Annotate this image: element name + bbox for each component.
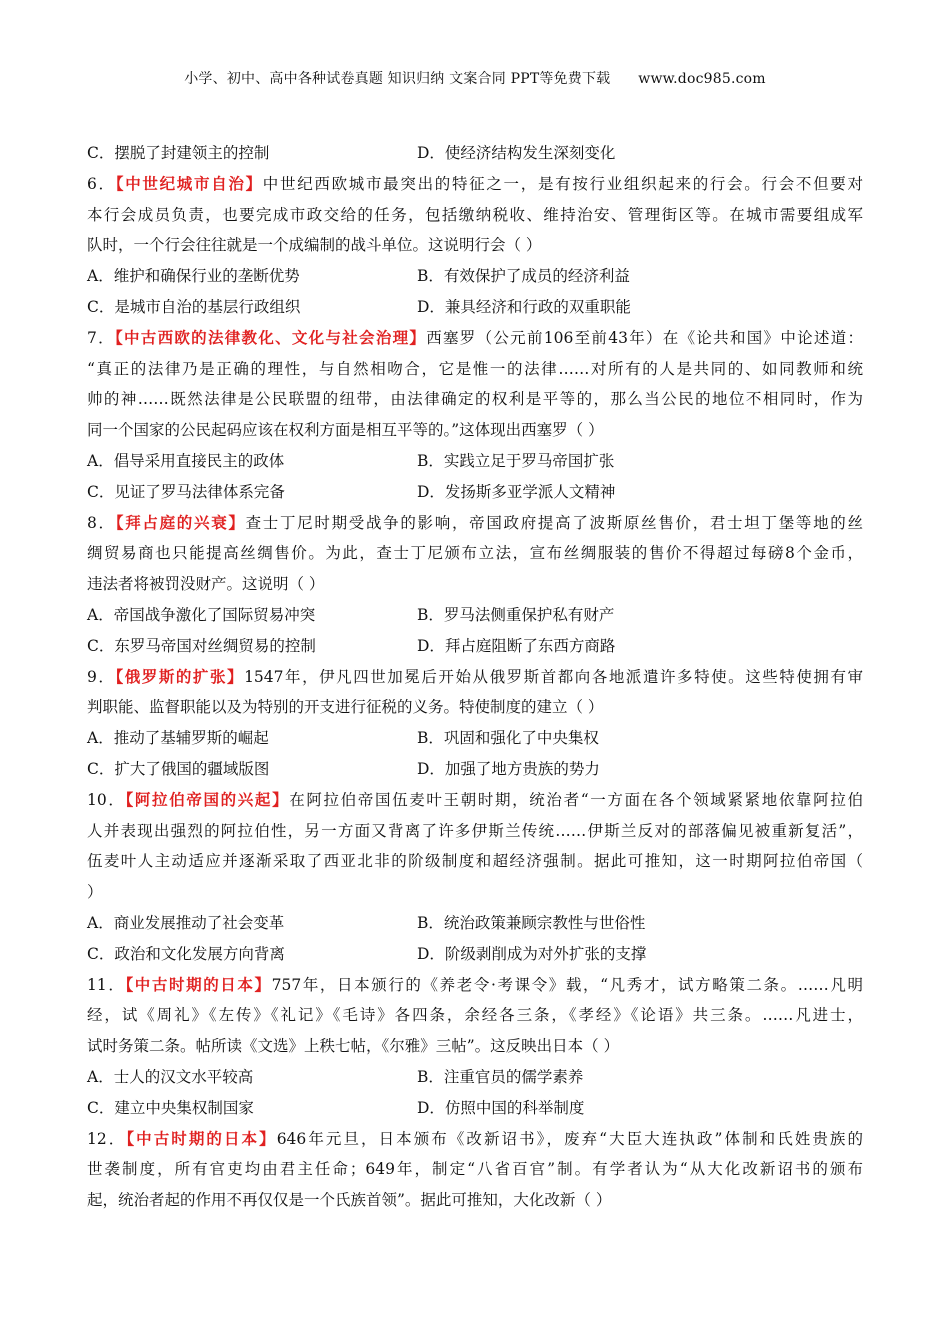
question-number: 10． <box>87 790 126 809</box>
question-9-options-row-2 <box>87 754 863 785</box>
question-8-line-3: 违法者将被罚没财产。这说明（ ） <box>87 575 325 594</box>
question-9-line-1: 9．【俄罗斯的扩张】1547年，伊凡四世加冕后开始从俄罗斯首都向各地派遣许多特使。这些特使拥有审 <box>87 666 863 686</box>
option-c[interactable]: C．东罗马帝国对丝绸贸易的控制 <box>87 636 316 655</box>
option-c[interactable]: C．扩大了俄国的疆域版图 <box>87 759 270 778</box>
question-10-line-2: 人并表现出强烈的阿拉伯性，另一方面又背离了许多伊斯兰传统……伊斯兰反对的部落偏见被重新复活”， <box>87 821 863 840</box>
option-d[interactable]: D．仿照中国的科举制度 <box>417 1098 585 1117</box>
question-6-line-3: 队时，一个行会往往就是一个成编制的战斗单位。这说明行会（ ） <box>87 236 542 255</box>
question-number: 11． <box>87 975 126 994</box>
topic-tag: 【中世纪城市自治】 <box>115 173 263 193</box>
q5-options-row <box>87 138 863 169</box>
question-number: 12． <box>87 1129 127 1148</box>
question-10-line-3: 伍麦叶人主动适应并逐渐采取了西亚北非的阶级制度和超经济强制。据此可推知，这一时期阿拉伯帝国（ <box>87 852 863 871</box>
option-d[interactable]: D．发扬斯多亚学派人文精神 <box>417 482 616 501</box>
option-d[interactable]: D．加强了地方贵族的势力 <box>417 759 600 778</box>
question-7-line-2: “真正的法律乃是正确的理性，与自然相吻合，它是惟一的法律……对所有的人是共同的、如同教师和统 <box>87 359 863 378</box>
question-7-line-1: 7．【中古西欧的法律教化、文化与社会治理】西塞罗（公元前106至前43年）在《论共和国》中论述道： <box>87 327 863 347</box>
topic-tag: 【俄罗斯的扩张】 <box>115 666 245 686</box>
option-c[interactable]: C．政治和文化发展方向背离 <box>87 944 285 963</box>
topic-tag: 【阿拉伯帝国的兴起】 <box>125 789 290 809</box>
question-11-line-3: 试时务策二条。帖所读《文选》上秩七帖，《尔雅》三帖”。这反映出日本（ ） <box>87 1037 620 1056</box>
question-8-line-2: 绸贸易商也只能提高丝绸售价。为此，查士丁尼颁布立法，宣布丝绸服装的售价不得超过每磅8个金币， <box>87 544 863 563</box>
option-c[interactable]: C．是城市自治的基层行政组织 <box>87 297 301 316</box>
question-7-options-row-2 <box>87 477 863 508</box>
question-6-line-2: 本行会成员负责，也要完成市政交给的任务，包括缴纳税收、维持治安、管理街区等。在城市需要组成军 <box>87 205 863 224</box>
question-7-line-3: 帅的神……既然法律是公民联盟的纽带，由法律确定的权利是平等的，那么当公民的地位不相同时，作为 <box>87 390 863 409</box>
option-a[interactable]: A．商业发展推动了社会变革 <box>87 913 285 932</box>
page-header: 小学、初中、高中各种试卷真题 知识归纳 文案合同 PPT等免费下载 www.doc985.com <box>184 71 766 87</box>
option-b[interactable]: B．有效保护了成员的经济利益 <box>417 267 630 286</box>
option-c[interactable]: C．见证了罗马法律体系完备 <box>87 482 285 501</box>
question-9-options-row-1 <box>87 723 863 754</box>
option-a[interactable]: A．士人的汉文水平较高 <box>87 1067 254 1086</box>
question-number: 8． <box>87 513 116 532</box>
question-8-options-row-2 <box>87 631 863 662</box>
option-d[interactable]: D．兼具经济和行政的双重职能 <box>417 297 631 316</box>
option-b[interactable]: B．罗马法侧重保护私有财产 <box>417 605 615 624</box>
option-d[interactable]: D．使经济结构发生深刻变化 <box>417 144 616 162</box>
question-10-options-row-2 <box>87 939 863 970</box>
question-6-line-1: 6．【中世纪城市自治】中世纪西欧城市最突出的特征之一，是有按行业组织起来的行会。行会不但要对 <box>87 173 863 193</box>
option-b[interactable]: B．统治政策兼顾宗教性与世俗性 <box>417 913 646 932</box>
question-8-options-row-1 <box>87 600 863 631</box>
question-10-line-1: 10．【阿拉伯帝国的兴起】在阿拉伯帝国伍麦叶王朝时期，统治者“一方面在各个领域紧紧地依靠阿拉伯 <box>87 789 863 809</box>
option-c[interactable]: C．建立中央集权制国家 <box>87 1098 254 1117</box>
topic-tag: 【中古西欧的法律教化、文化与社会治理】 <box>114 327 427 347</box>
question-number: 7． <box>87 328 115 347</box>
question-7-line-4: 同一个国家的公民起码应该在权利方面是相互平等的。”这体现出西塞罗（ ） <box>87 421 604 440</box>
question-list <box>87 138 863 1216</box>
option-d[interactable]: D．拜占庭阻断了东西方商路 <box>417 636 616 655</box>
question-11-line-1: 11．【中古时期的日本】757年，日本颁行的《养老令·考课令》载，“凡秀才，试方略策二条。……凡明 <box>87 974 863 994</box>
topic-tag: 【中古时期的日本】 <box>126 1128 277 1148</box>
option-a[interactable]: A．帝国战争激化了国际贸易冲突 <box>87 605 316 624</box>
question-11-options-row-2 <box>87 1093 863 1124</box>
question-8-line-1: 8．【拜占庭的兴衰】查士丁尼时期受战争的影响，帝国政府提高了波斯原丝售价，君士坦丁堡等地的丝 <box>87 512 863 532</box>
topic-tag: 【中古时期的日本】 <box>125 974 272 994</box>
option-a[interactable]: A．倡导采用直接民主的政体 <box>87 451 285 470</box>
question-12-line-3: 起，统治者起的作用不再仅仅是一个氏族首领”。据此可推知，大化改新（ ） <box>87 1191 612 1210</box>
question-9-line-2: 判职能、监督职能以及为特别的开支进行征税的义务。特使制度的建立（ ） <box>87 698 604 717</box>
question-11-options-row-1 <box>87 1062 863 1093</box>
option-b[interactable]: B．巩固和强化了中央集权 <box>417 729 599 748</box>
question-10-options-row-1 <box>87 908 863 939</box>
question-7-options-row-1 <box>87 446 863 477</box>
question-11-line-2: 经，试《周礼》《左传》《礼记》《毛诗》各四条，余经各三条，《孝经》《论语》共三条。……凡进士， <box>87 1006 863 1025</box>
question-number: 6． <box>87 174 116 193</box>
question-12-line-1: 12．【中古时期的日本】646年元旦，日本颁布《改新诏书》，废弃“大臣大连执政”体制和氏姓贵族的 <box>87 1128 863 1148</box>
option-b[interactable]: B．注重官员的儒学素养 <box>417 1067 584 1086</box>
option-b[interactable]: B．实践立足于罗马帝国扩张 <box>417 451 615 470</box>
question-6-options-row-2 <box>87 292 863 323</box>
topic-tag: 【拜占庭的兴衰】 <box>115 512 246 532</box>
option-c[interactable]: C．摆脱了封建领主的控制 <box>87 144 270 162</box>
option-d[interactable]: D．阶级剥削成为对外扩张的支撑 <box>417 944 647 963</box>
option-a[interactable]: A．维护和确保行业的垄断优势 <box>87 267 300 286</box>
question-number: 9． <box>87 667 116 686</box>
question-6-options-row-1 <box>87 261 863 292</box>
question-10-line-4: ） <box>87 883 103 902</box>
question-12-line-2: 世袭制度，所有官吏均由君主任命；649年，制定“八省百官”制。有学者认为“从大化改新诏书的颁布 <box>87 1160 863 1179</box>
option-a[interactable]: A．推动了基辅罗斯的崛起 <box>87 729 269 748</box>
